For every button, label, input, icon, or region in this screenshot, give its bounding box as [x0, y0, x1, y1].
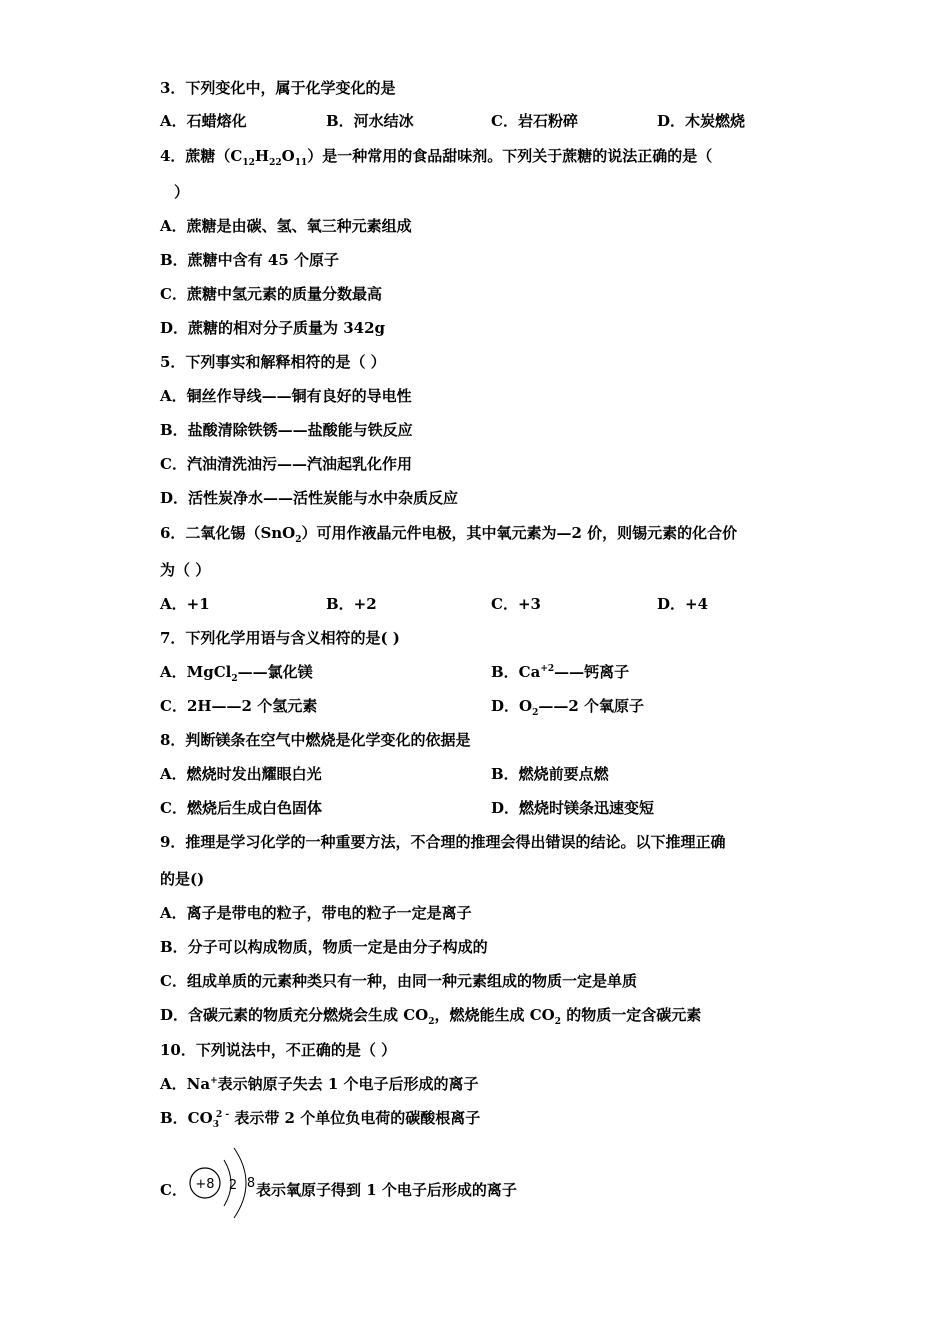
q5-option-c: C．汽油清洗油污——汽油起乳化作用 [160, 455, 412, 473]
q7-stem: 7．下列化学用语与含义相符的是( ) [160, 629, 400, 647]
q10-stem: 10．下列说法中，不正确的是（ ） [160, 1041, 397, 1059]
q4-stem: 4．蔗糖$(C_{12}H_{22}O_{11})$是一种常用的食品甜味剂。下列关于蔗糖的说法正确的是（ [160, 147, 713, 168]
shell1-electrons: 2 [228, 1178, 238, 1193]
q7-option-a: A．MgCl$_2$——氯化镁 [160, 663, 313, 684]
q6-option-c: C．+3 [491, 595, 541, 613]
q8-option-a: A．燃烧时发出耀眼白光 [160, 765, 322, 783]
q6-stem-line2: 为（ ） [160, 561, 211, 579]
q9-stem-line2: 的是() [160, 870, 205, 888]
q9-stem: 9．推理是学习化学的一种重要方法，不合理的推理会得出错误的结论。以下推理正确 [160, 833, 726, 851]
shell2-electrons: 8 [246, 1176, 256, 1191]
q5-option-d: D．活性炭净水——活性炭能与水中杂质反应 [160, 489, 459, 507]
q8-option-d: D．燃烧时镁条迅速变短 [491, 799, 655, 817]
q6-option-a: A．+1 [160, 595, 210, 613]
q7-option-b: B．$Ca^{+2}——$钙离子 [491, 663, 630, 681]
q5-option-b: B．盐酸清除铁锈——盐酸能与铁反应 [160, 421, 413, 439]
q8-option-b: B．燃烧前要点燃 [491, 765, 609, 783]
q3-option-b: B．河水结冰 [326, 112, 414, 130]
q10-option-a: A．Na+表示钠原子失去 1 个电子后形成的离子 [160, 1075, 479, 1093]
q4-option-b: B．蔗糖中含有 45 个原子 [160, 251, 339, 269]
q3-stem: 3．下列变化中，属于化学变化的是 [160, 79, 396, 97]
q9-option-d: D．含碳元素的物质充分燃烧会生成 $CO_2$，燃烧能生成 $CO_2$ 的物质一定含碳元素 [160, 1006, 702, 1027]
q4-option-a: A．蔗糖是由碳、氢、氧三种元素组成 [160, 217, 412, 235]
q3-option-d: D．木炭燃烧 [657, 112, 746, 130]
q4-paren-close: ） [174, 183, 190, 201]
q7-option-d: D．$O_2——2$ 个氧原子 [491, 697, 645, 718]
q4-option-d: D．蔗糖的相对分子质量为 342g [160, 319, 386, 337]
q10-option-c-label: C． [160, 1181, 187, 1199]
q8-stem: 8．判断镁条在空气中燃烧是化学变化的依据是 [160, 731, 471, 749]
q9-option-c: C．组成单质的元素种类只有一种，由同一种元素组成的物质一定是单质 [160, 972, 637, 990]
q3-option-c: C．岩石粉碎 [491, 112, 578, 130]
q10-option-c-text: 表示氧原子得到 1 个电子后形成的离子 [256, 1181, 517, 1199]
atomic-structure-diagram [186, 1142, 262, 1224]
q6-option-b: B．+2 [326, 595, 377, 613]
q4-option-c: C．蔗糖中氢元素的质量分数最高 [160, 285, 382, 303]
q7-option-c: C．2H——2 个氢元素 [160, 697, 318, 715]
nucleus-charge: +8 [195, 1177, 215, 1192]
q9-option-b: B．分子可以构成物质，物质一定是由分子构成的 [160, 938, 488, 956]
q8-option-c: C．燃烧后生成白色固体 [160, 799, 322, 817]
q6-option-d: D．+4 [657, 595, 709, 613]
q5-stem: 5．下列事实和解释相符的是（ ） [160, 353, 386, 371]
q10-option-b: B．$CO_3^{2 -}$ 表示带 2 个单位负电荷的碳酸根离子 [160, 1109, 481, 1130]
q3-option-a: A．石蜡熔化 [160, 112, 247, 130]
q9-option-a: A．离子是带电的粒子，带电的粒子一定是离子 [160, 904, 472, 922]
q6-stem: 6．二氧化锡（SnO$_2$）可用作液晶元件电极，其中氧元素为—2 价，则锡元素的化合价 [160, 524, 738, 545]
q5-option-a: A．铜丝作导线——铜有良好的导电性 [160, 387, 412, 405]
